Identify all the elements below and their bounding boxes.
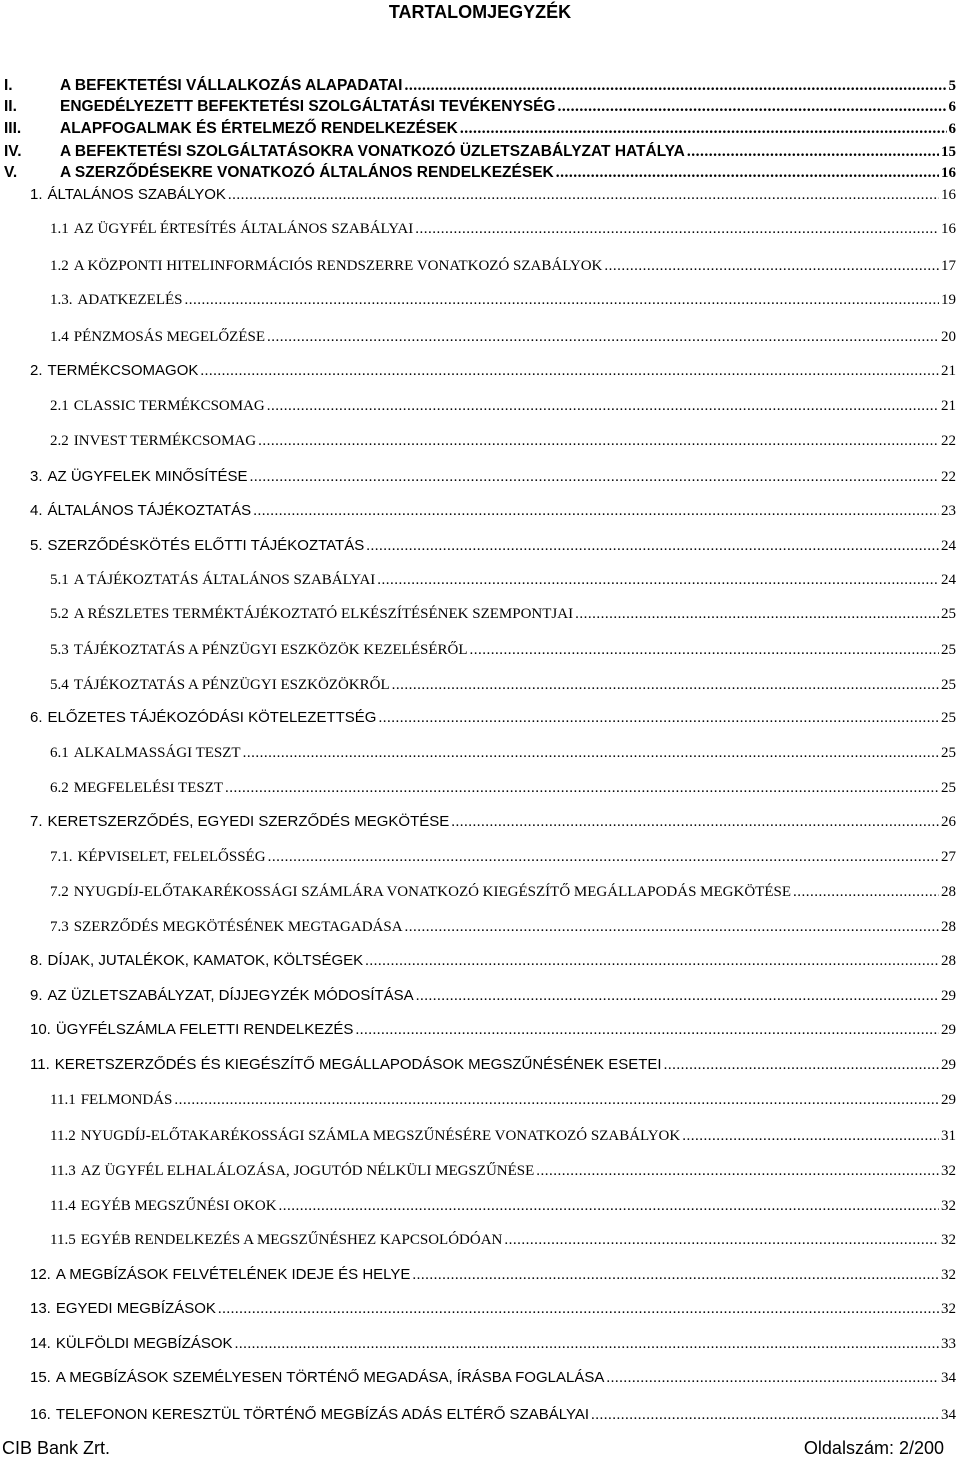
toc-entry-page-number: 25 — [941, 606, 956, 622]
toc-entry-title: TÁJÉKOZTATÁS A PÉNZÜGYI ESZKÖZÖK KEZELÉSÉRŐL — [73, 642, 468, 658]
toc-entry-leader-dots — [258, 431, 939, 451]
toc-entry[interactable] — [50, 1090, 956, 1110]
toc-entry-number: 2.2 — [50, 433, 69, 449]
toc-entry-page-number: 28 — [941, 919, 956, 935]
toc-entry-page-number: 25 — [941, 780, 956, 796]
toc-entry-leader-dots — [687, 142, 939, 162]
toc-entry-number: 7.3 — [50, 919, 69, 935]
toc-entry-page-number: 24 — [941, 538, 956, 554]
toc-entry-title: AZ ÜGYFÉL ÉRTESÍTÉS ÁLTALÁNOS SZABÁLYAI — [73, 221, 414, 237]
page-title: TARTALOMJEGYZÉK — [388, 2, 572, 22]
toc-entry[interactable] — [50, 675, 956, 695]
toc-entry-leader-dots — [378, 708, 939, 728]
toc-entry-number: 6.2 — [50, 780, 69, 796]
toc-entry-title: TERMÉKCSOMAGOK — [47, 362, 199, 379]
toc-entry[interactable] — [4, 76, 956, 96]
toc-entry-page-number: 22 — [941, 433, 956, 449]
toc-entry-number: 5.1 — [50, 572, 69, 588]
toc-entry-title: CLASSIC TERMÉKCSOMAG — [73, 398, 265, 414]
toc-entry[interactable] — [50, 1196, 956, 1216]
toc-entry-number: 7.2 — [50, 884, 69, 900]
toc-entry-number: 1.3. — [50, 292, 73, 308]
toc-entry-title: A SZERZŐDÉSEKRE VONATKOZÓ ÁLTALÁNOS RENDELKEZÉSEK — [60, 164, 554, 181]
toc-entry-leader-dots — [235, 1334, 939, 1354]
toc-entry-leader-dots — [556, 163, 939, 183]
toc-entry-leader-dots — [415, 219, 939, 239]
toc-entry-leader-dots — [225, 778, 939, 798]
toc-entry[interactable] — [30, 1055, 956, 1075]
toc-entry-page-number: 25 — [941, 677, 956, 693]
toc-entry-page-number: 16 — [941, 187, 956, 203]
toc-entry-page-number: 16 — [941, 165, 956, 181]
toc-entry[interactable] — [30, 536, 956, 556]
toc-entry-number: 1. — [30, 186, 43, 203]
toc-entry-leader-dots — [451, 812, 939, 832]
toc-entry-page-number: 15 — [941, 144, 956, 160]
toc-entry-page-number: 34 — [941, 1370, 956, 1386]
toc-entry-title: NYUGDÍJ-ELŐTAKARÉKOSSÁGI SZÁMLA MEGSZŰNÉSÉRE VONATKOZÓ SZABÁLYOK — [80, 1128, 681, 1144]
toc-entry-number: 14. — [30, 1335, 51, 1352]
toc-entry-title: KÉPVISELET, FELELŐSSÉG — [77, 849, 266, 865]
toc-entry-page-number: 34 — [941, 1407, 956, 1423]
toc-entry-title: ENGEDÉLYEZETT BEFEKTETÉSI SZOLGÁLTATÁSI TEVÉKENYSÉG — [60, 98, 556, 115]
toc-entry-title: INVEST TERMÉKCSOMAG — [73, 433, 257, 449]
toc-entry-leader-dots — [682, 1126, 939, 1146]
toc-entry-number: 1.1 — [50, 221, 69, 237]
toc-entry-page-number: 21 — [941, 398, 956, 414]
toc-entry[interactable] — [50, 604, 956, 624]
toc-entry-leader-dots — [606, 1368, 939, 1388]
toc-entry-number: I. — [4, 77, 13, 94]
toc-entry[interactable] — [30, 1265, 956, 1285]
toc-entry[interactable] — [30, 812, 956, 832]
toc-entry-number: 10. — [30, 1021, 51, 1038]
toc-entry[interactable] — [50, 219, 956, 239]
toc-entry-page-number: 5 — [948, 78, 956, 94]
toc-entry-page-number: 25 — [941, 745, 956, 761]
toc-entry-title: AZ ÜGYFELEK MINŐSÍTÉSE — [47, 468, 248, 485]
toc-entry-number: 3. — [30, 468, 43, 485]
toc-entry-title: PÉNZMOSÁS MEGELŐZÉSE — [73, 329, 266, 345]
toc-entry-page-number: 25 — [941, 642, 956, 658]
toc-entry-title: A TÁJÉKOZTATÁS ÁLTALÁNOS SZABÁLYAI — [73, 572, 376, 588]
toc-entry-number: 15. — [30, 1369, 51, 1386]
toc-entry[interactable] — [4, 163, 956, 183]
toc-entry-page-number: 21 — [941, 363, 956, 379]
toc-entry-number: II. — [4, 98, 17, 115]
toc-entry-page-number: 6 — [948, 121, 956, 137]
toc-entry-leader-dots — [228, 185, 939, 205]
toc-entry-leader-dots — [591, 1405, 939, 1425]
toc-entry-title: ALKALMASSÁGI TESZT — [73, 745, 241, 761]
toc-entry-leader-dots — [604, 256, 939, 276]
toc-entry-title: ADATKEZELÉS — [77, 292, 183, 308]
toc-entry-title: ÁLTALÁNOS SZABÁLYOK — [47, 186, 226, 203]
toc-entry[interactable] — [50, 917, 956, 937]
toc-entry-number: 5.4 — [50, 677, 69, 693]
toc-entry[interactable] — [30, 185, 956, 205]
toc-entry-number: 8. — [30, 952, 43, 969]
toc-entry-leader-dots — [536, 1161, 939, 1181]
toc-entry[interactable] — [30, 1334, 956, 1354]
toc-entry-title: EGYÉB MEGSZŰNÉSI OKOK — [80, 1198, 277, 1214]
toc-entry-leader-dots — [243, 743, 939, 763]
toc-entry-leader-dots — [279, 1196, 939, 1216]
toc-entry[interactable] — [4, 97, 956, 117]
toc-entry-page-number: 20 — [941, 329, 956, 345]
toc-entry[interactable] — [50, 847, 956, 867]
toc-entry-page-number: 23 — [941, 503, 956, 519]
toc-entry-number: III. — [4, 120, 22, 137]
toc-entry-number: 12. — [30, 1266, 51, 1283]
toc-entry-leader-dots — [664, 1055, 939, 1075]
toc-entry-page-number: 29 — [941, 1092, 956, 1108]
toc-entry-leader-dots — [575, 604, 939, 624]
toc-entry-number: 7. — [30, 813, 43, 830]
toc-entry-number: V. — [4, 164, 18, 181]
toc-entry[interactable] — [50, 778, 956, 798]
toc-entry-page-number: 6 — [948, 99, 956, 115]
toc-entry-leader-dots — [355, 1020, 939, 1040]
toc-entry-leader-dots — [174, 1090, 939, 1110]
toc-entry[interactable] — [4, 142, 956, 162]
toc-entry-title: KERETSZERZŐDÉS, EGYEDI SZERZŐDÉS MEGKÖTÉSE — [47, 813, 450, 830]
toc-entry[interactable] — [50, 640, 956, 660]
toc-entry-page-number: 25 — [941, 710, 956, 726]
toc-entry-title: NYUGDÍJ-ELŐTAKARÉKOSSÁGI SZÁMLÁRA VONATKOZÓ KIEGÉSZÍTŐ MEGÁLLAPODÁS MEGKÖTÉSE — [73, 884, 791, 900]
toc-entry[interactable] — [50, 431, 956, 451]
toc-entry-leader-dots — [557, 97, 946, 117]
toc-entry-number: 13. — [30, 1300, 51, 1317]
toc-entry-page-number: 32 — [941, 1267, 956, 1283]
toc-entry[interactable] — [30, 1405, 956, 1425]
toc-entry-leader-dots — [200, 361, 939, 381]
toc-entry-page-number: 29 — [941, 1057, 956, 1073]
toc-entry-page-number: 16 — [941, 221, 956, 237]
toc-entry[interactable] — [50, 1230, 956, 1250]
toc-entry-page-number: 33 — [941, 1336, 956, 1352]
toc-entry[interactable] — [30, 501, 956, 521]
toc-entry-leader-dots — [185, 290, 940, 310]
toc-entry-leader-dots — [460, 119, 947, 139]
toc-entry[interactable] — [30, 361, 956, 381]
toc-entry-number: 11.5 — [50, 1232, 76, 1248]
toc-entry-page-number: 32 — [941, 1163, 956, 1179]
toc-entry-title: FELMONDÁS — [80, 1092, 173, 1108]
toc-entry-number: 11.1 — [50, 1092, 76, 1108]
toc-entry-title: AZ ÜZLETSZABÁLYZAT, DÍJJEGYZÉK MÓDOSÍTÁSA — [47, 987, 414, 1004]
toc-entry-leader-dots — [366, 536, 939, 556]
toc-entry-title: ALAPFOGALMAK ÉS ÉRTELMEZŐ RENDELKEZÉSEK — [60, 120, 458, 137]
toc-entry-leader-dots — [405, 917, 939, 937]
toc-entry-page-number: 32 — [941, 1232, 956, 1248]
toc-entry[interactable] — [4, 119, 956, 139]
toc-entry-leader-dots — [404, 76, 946, 96]
toc-entry-leader-dots — [793, 882, 939, 902]
toc-entry-leader-dots — [253, 501, 939, 521]
toc-entry-leader-dots — [218, 1299, 939, 1319]
toc-entry-number: 11.2 — [50, 1128, 76, 1144]
toc-entry-leader-dots — [377, 570, 939, 590]
footer-page-number: Oldalszám: 2/200 — [803, 1438, 944, 1458]
toc-entry[interactable] — [50, 290, 956, 310]
toc-entry[interactable] — [50, 570, 956, 590]
toc-entry-leader-dots — [412, 1265, 939, 1285]
toc-entry[interactable] — [50, 743, 956, 763]
toc-entry-number: 5. — [30, 537, 43, 554]
toc-entry-page-number: 19 — [941, 292, 956, 308]
toc-entry-title: EGYÉB RENDELKEZÉS A MEGSZŰNÉSHEZ KAPCSOLÓDÓAN — [80, 1232, 503, 1248]
toc-entry-title: ELŐZETES TÁJÉKOZÓDÁSI KÖTELEZETTSÉG — [47, 709, 377, 726]
toc-entry-page-number: 29 — [941, 1022, 956, 1038]
toc-entry-number: 5.3 — [50, 642, 69, 658]
toc-entry-page-number: 24 — [941, 572, 956, 588]
toc-entry[interactable] — [30, 951, 956, 971]
toc-entry[interactable] — [30, 986, 956, 1006]
toc-entry[interactable] — [50, 1161, 956, 1181]
toc-entry-leader-dots — [365, 951, 939, 971]
toc-entry-title: ÜGYFÉLSZÁMLA FELETTI RENDELKEZÉS — [55, 1021, 354, 1038]
toc-entry-number: 1.2 — [50, 258, 69, 274]
toc-entry-leader-dots — [268, 847, 939, 867]
toc-entry[interactable] — [50, 396, 956, 416]
toc-entry-leader-dots — [250, 467, 939, 487]
toc-entry-title: AZ ÜGYFÉL ELHALÁLOZÁSA, JOGUTÓD NÉLKÜLI MEGSZŰNÉSE — [80, 1163, 535, 1179]
toc-entry-number: 11.3 — [50, 1163, 76, 1179]
toc-entry-page-number: 28 — [941, 884, 956, 900]
toc-entry-title: EGYEDI MEGBÍZÁSOK — [55, 1300, 216, 1317]
toc-entry-leader-dots — [470, 640, 939, 660]
toc-entry-title: A KÖZPONTI HITELINFORMÁCIÓS RENDSZERRE VONATKOZÓ SZABÁLYOK — [73, 258, 603, 274]
toc-entry[interactable] — [50, 256, 956, 276]
toc-entry-title: TELEFONON KERESZTÜL TÖRTÉNŐ MEGBÍZÁS ADÁS ELTÉRŐ SZABÁLYAI — [55, 1406, 590, 1423]
toc-entry[interactable] — [30, 1368, 956, 1388]
toc-entry[interactable] — [50, 1126, 956, 1146]
toc-entry-title: DÍJAK, JUTALÉKOK, KAMATOK, KÖLTSÉGEK — [47, 952, 364, 969]
toc-entry[interactable] — [30, 1299, 956, 1319]
toc-entry-number: 16. — [30, 1406, 51, 1423]
toc-entry-title: A MEGBÍZÁSOK FELVÉTELÉNEK IDEJE ÉS HELYE — [55, 1266, 411, 1283]
toc-entry-leader-dots — [267, 327, 939, 347]
toc-entry-page-number: 17 — [941, 258, 956, 274]
toc-entry-page-number: 29 — [941, 988, 956, 1004]
toc-entry-number: IV. — [4, 143, 22, 160]
toc-entry-title: SZERZŐDÉSKÖTÉS ELŐTTI TÁJÉKOZTATÁS — [47, 537, 365, 554]
toc-entry-title: ÁLTALÁNOS TÁJÉKOZTATÁS — [47, 502, 252, 519]
toc-entry-leader-dots — [504, 1230, 939, 1250]
toc-entry-number: 6. — [30, 709, 43, 726]
toc-entry-number: 6.1 — [50, 745, 69, 761]
toc-entry-page-number: 26 — [941, 814, 956, 830]
toc-entry[interactable] — [50, 327, 956, 347]
toc-entry-title: KÜLFÖLDI MEGBÍZÁSOK — [55, 1335, 233, 1352]
toc-entry-title: MEGFELELÉSI TESZT — [73, 780, 224, 796]
toc-entry-title: A BEFEKTETÉSI SZOLGÁLTATÁSOKRA VONATKOZÓ ÜZLETSZABÁLYZAT HATÁLYA — [60, 143, 685, 160]
toc-entry-leader-dots — [416, 986, 939, 1006]
toc-entry-title: TÁJÉKOZTATÁS A PÉNZÜGYI ESZKÖZÖKRŐL — [73, 677, 390, 693]
toc-entry-page-number: 31 — [941, 1128, 956, 1144]
toc-entry-page-number: 28 — [941, 953, 956, 969]
toc-entry-number: 9. — [30, 987, 43, 1004]
toc-entry[interactable] — [50, 882, 956, 902]
toc-entry-number: 5.2 — [50, 606, 69, 622]
toc-entry[interactable] — [30, 708, 956, 728]
footer-company: CIB Bank Zrt. — [2, 1438, 111, 1458]
toc-entry-title: A RÉSZLETES TERMÉKTÁJÉKOZTATÓ ELKÉSZÍTÉSÉNEK SZEMPONTJAI — [73, 606, 574, 622]
toc-entry-title: KERETSZERZŐDÉS ÉS KIEGÉSZÍTŐ MEGÁLLAPODÁSOK MEGSZŰNÉSÉNEK ESETEI — [54, 1056, 662, 1073]
toc-entry-number: 7.1. — [50, 849, 73, 865]
toc-entry-number: 1.4 — [50, 329, 69, 345]
toc-entry-leader-dots — [392, 675, 939, 695]
toc-entry-page-number: 32 — [941, 1301, 956, 1317]
toc-entry-number: 4. — [30, 502, 43, 519]
toc-entry[interactable] — [30, 1020, 956, 1040]
toc-entry-title: SZERZŐDÉS MEGKÖTÉSÉNEK MEGTAGADÁSA — [73, 919, 403, 935]
toc-entry-number: 11. — [30, 1056, 50, 1073]
toc-entry-page-number: 27 — [941, 849, 956, 865]
toc-entry-title: A MEGBÍZÁSOK SZEMÉLYESEN TÖRTÉNŐ MEGADÁSA, ÍRÁSBA FOGLALÁSA — [55, 1369, 605, 1386]
toc-entry-number: 2.1 — [50, 398, 69, 414]
toc-entry-page-number: 22 — [941, 469, 956, 485]
toc-entry-number: 11.4 — [50, 1198, 76, 1214]
toc-entry-leader-dots — [267, 396, 939, 416]
toc-entry-number: 2. — [30, 362, 43, 379]
toc-entry[interactable] — [30, 467, 956, 487]
toc-entry-title: A BEFEKTETÉSI VÁLLALKOZÁS ALAPADATAI — [60, 77, 403, 94]
toc-entry-page-number: 32 — [941, 1198, 956, 1214]
